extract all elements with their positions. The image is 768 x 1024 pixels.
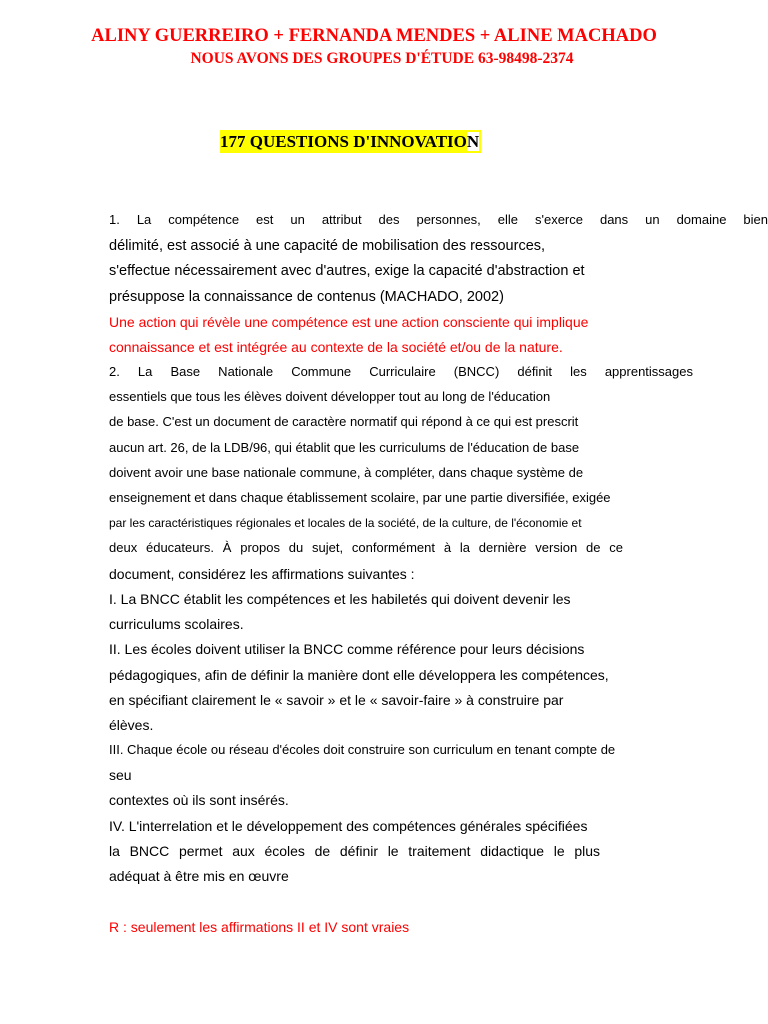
q2-answer: R : seulement les affirmations II et IV sont vraies — [109, 919, 410, 935]
title-highlighted: 177 QUESTIONS D'INNOVATIO — [220, 132, 467, 151]
statement-2-line-3: en spécifiant clairement le « savoir » et le « savoir-faire » à construire par — [109, 692, 564, 708]
statement-3-line-2: seu — [109, 767, 132, 783]
statement-2-line-4: élèves. — [109, 717, 154, 733]
statement-1-line-1: I. La BNCC établit les compétences et les habiletés qui doivent devenir les — [109, 591, 571, 607]
statement-3-line-1: III. Chaque école ou réseau d'écoles doit construire son curriculum en tenant compte de — [109, 742, 616, 757]
q1-answer-line-2: connaissance et est intégrée au contexte de la société et/ou de la nature. — [109, 339, 563, 355]
document-title — [220, 130, 481, 153]
q1-answer-line-1: Une action qui révèle une compétence est une action consciente qui implique — [109, 314, 589, 330]
q2-line-1: 2. La Base Nationale Commune Curriculaire (BNCC) définit les apprentissages — [109, 364, 693, 379]
q1-line-1: 1. La compétence est un attribut des personnes, elle s'exerce dans un domaine bien — [109, 212, 768, 227]
header-study-groups: NOUS AVONS DES GROUPES D'ÉTUDE 63-98498-2374 — [190, 50, 574, 67]
statement-1-line-2: curriculums scolaires. — [109, 616, 244, 632]
q2-line-5: doivent avoir une base nationale commune, à compléter, dans chaque système de — [109, 465, 584, 480]
statement-2-line-2: pédagogiques, afin de définir la manière dont elle développera les compétences, — [109, 667, 609, 683]
statement-3-line-3: contextes où ils sont insérés. — [109, 792, 289, 808]
q2-line-3: de base. C'est un document de caractère normatif qui répond à ce qui est prescrit — [109, 414, 579, 429]
statement-4-line-3: adéquat à être mis en œuvre — [109, 868, 289, 884]
statement-4-line-2: la BNCC permet aux écoles de définir le traitement didactique le plus — [109, 843, 600, 859]
q2-line-9: document, considérez les affirmations suivantes : — [109, 566, 415, 582]
q2-line-7: par les caractéristiques régionales et locales de la société, de la culture, de l'économie et — [109, 516, 582, 530]
header-authors: ALINY GUERREIRO + FERNANDA MENDES + ALINE MACHADO — [91, 26, 657, 46]
q1-line-4: présuppose la connaissance de contenus (MACHADO, 2002) — [109, 289, 504, 305]
statement-4-line-1: IV. L'interrelation et le développement des compétences générales spécifiées — [109, 818, 588, 834]
q2-line-6: enseignement et dans chaque établissement scolaire, par une partie diversifiée, exigée — [109, 490, 611, 505]
title-tail: N — [466, 132, 480, 151]
q2-line-2: essentiels que tous les élèves doivent développer tout au long de l'éducation — [109, 389, 551, 404]
statement-2-line-1: II. Les écoles doivent utiliser la BNCC comme référence pour leurs décisions — [109, 641, 585, 657]
q2-line-4: aucun art. 26, de la LDB/96, qui établit que les curriculums de l'éducation de base — [109, 440, 580, 455]
q2-line-8: deux éducateurs. À propos du sujet, conformément à la dernière version de ce — [109, 540, 623, 555]
q1-line-2: délimité, est associé à une capacité de mobilisation des ressources, — [109, 238, 546, 254]
q1-line-3: s'effectue nécessairement avec d'autres, exige la capacité d'abstraction et — [109, 263, 585, 279]
